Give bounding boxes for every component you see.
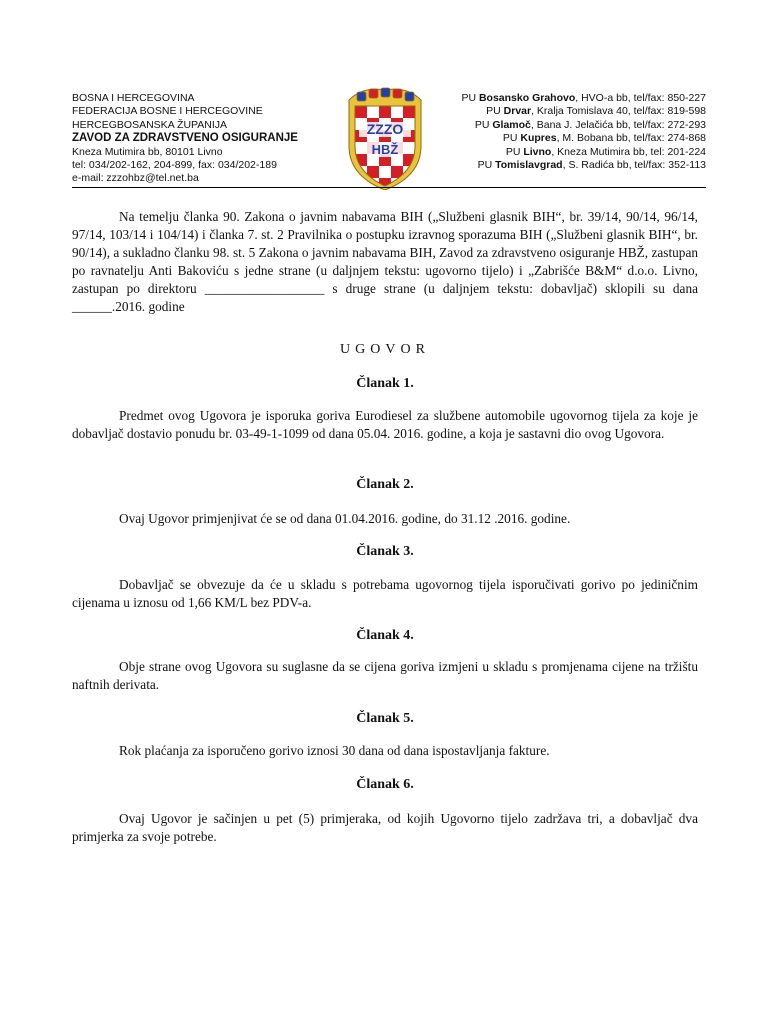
street-address: Kneza Mutimira bb, 80101 Livno <box>72 145 223 158</box>
office-line: PU Livno, Kneza Mutimira bb, tel: 201-224 <box>505 145 706 158</box>
logo-text-line1: ZZZO <box>366 121 404 137</box>
article-heading: Članak 2. <box>356 477 414 492</box>
office-line: PU Glamoč, Bana J. Jelačića bb, tel/fax: 272-293 <box>474 118 706 131</box>
office-line: PU Bosansko Grahovo, HVO-a bb, tel/fax: 850-227 <box>461 92 706 104</box>
header-divider <box>72 187 706 188</box>
institution-name: ZAVOD ZA ZDRAVSTVENO OSIGURANJE <box>72 132 298 145</box>
logo-text-line2: HBŽ <box>371 142 399 157</box>
phone-fax-line: tel: 034/202-162, 204-899, fax: 034/202-189 <box>72 159 277 172</box>
federation-line: FEDERACIJA BOSNE I HERCEGOVINE <box>72 105 263 118</box>
branch-offices-block <box>416 92 706 172</box>
article-heading: Članak 4. <box>356 628 414 643</box>
article-heading: Članak 3. <box>356 544 414 559</box>
county-line: HERCEGBOSANSKA ŽUPANIJA <box>72 118 228 131</box>
article-text: Ovaj Ugovor primjenjivat će se od dana 01.04.2016. godine, do 31.12 .2016. godine. <box>119 511 571 526</box>
article-text: Obje strane ovog Ugovora su suglasne da se cijena goriva izmjeni u skladu s promjenama cijene na tržištu naftnih derivata. <box>72 659 698 692</box>
document-title: UGOVOR <box>340 342 430 357</box>
article-text: Rok plaćanja za isporučeno gorivo iznosi 30 dana od dana ispostavljanja fakture. <box>119 743 550 758</box>
office-line: PU Kupres, M. Bobana bb, tel/fax: 274-868 <box>502 132 706 145</box>
office-line: PU Drvar, Kralja Tomislava 40, tel/fax: 819-598 <box>486 105 706 118</box>
article-text: Predmet ovog Ugovora je isporuka goriva Eurodiesel za službene automobile ugovornog tijela za koje je dobavljač dostavio ponudu br. 03-49-1-1099 od dana 05.04. 2016. godine, a koja je sastavni dio ovog Ugovora. <box>72 408 698 441</box>
article-heading: Članak 5. <box>356 711 414 726</box>
intro-paragraph: Na temelju članka 90. Zakona o javnim nabavama BIH („Službeni glasnik BIH“, br. 39/14, 90/14, 96/14, 97/14, 103/14 i 104/14) i članka 7. st. 2 Pravilnika o postupku izravnog sporazuma BIH („Službeni glasnik BIH“, br. 90/14), a sukladno članku 98. st. 5 Zakona o javnim nabavama BIH, Zavod za zdravstveno osiguranje HBŽ, zastupan po ravnatelju Anti Bakoviću s jedne strane (u daljnjem tekstu: ugovorno tijelo) i „Zabrišće B&M“ d.o.o. Livno, zastupan po direktoru __________________ s druge strane (u daljnjem tekstu: dobavljač) sklopili su dana ______.2016. godine <box>72 209 698 314</box>
office-line: PU Tomislavgrad, S. Radića bb, tel/fax: 352-113 <box>477 159 706 172</box>
article-text: Dobavljač se obvezuje da će u skladu s potrebama ugovornog tijela isporučivati gorivo po jediničnim cijenama u iznosu od 1,66 KM/L bez PDV-a. <box>72 577 698 610</box>
email-line: e-mail: zzzohbz@tel.net.ba <box>72 172 199 185</box>
article-heading: Članak 1. <box>356 376 414 391</box>
issuer-address-block <box>72 92 342 186</box>
article-text: Ovaj Ugovor je sačinjen u pet (5) primjeraka, od kojih Ugovorno tijelo zadržava tri, a dobavljač dva primjerka za svoje potrebe. <box>72 811 698 844</box>
country-line: BOSNA I HERCEGOVINA <box>72 92 195 104</box>
article-heading: Članak 6. <box>356 777 414 792</box>
shield-crest-icon <box>343 82 427 190</box>
